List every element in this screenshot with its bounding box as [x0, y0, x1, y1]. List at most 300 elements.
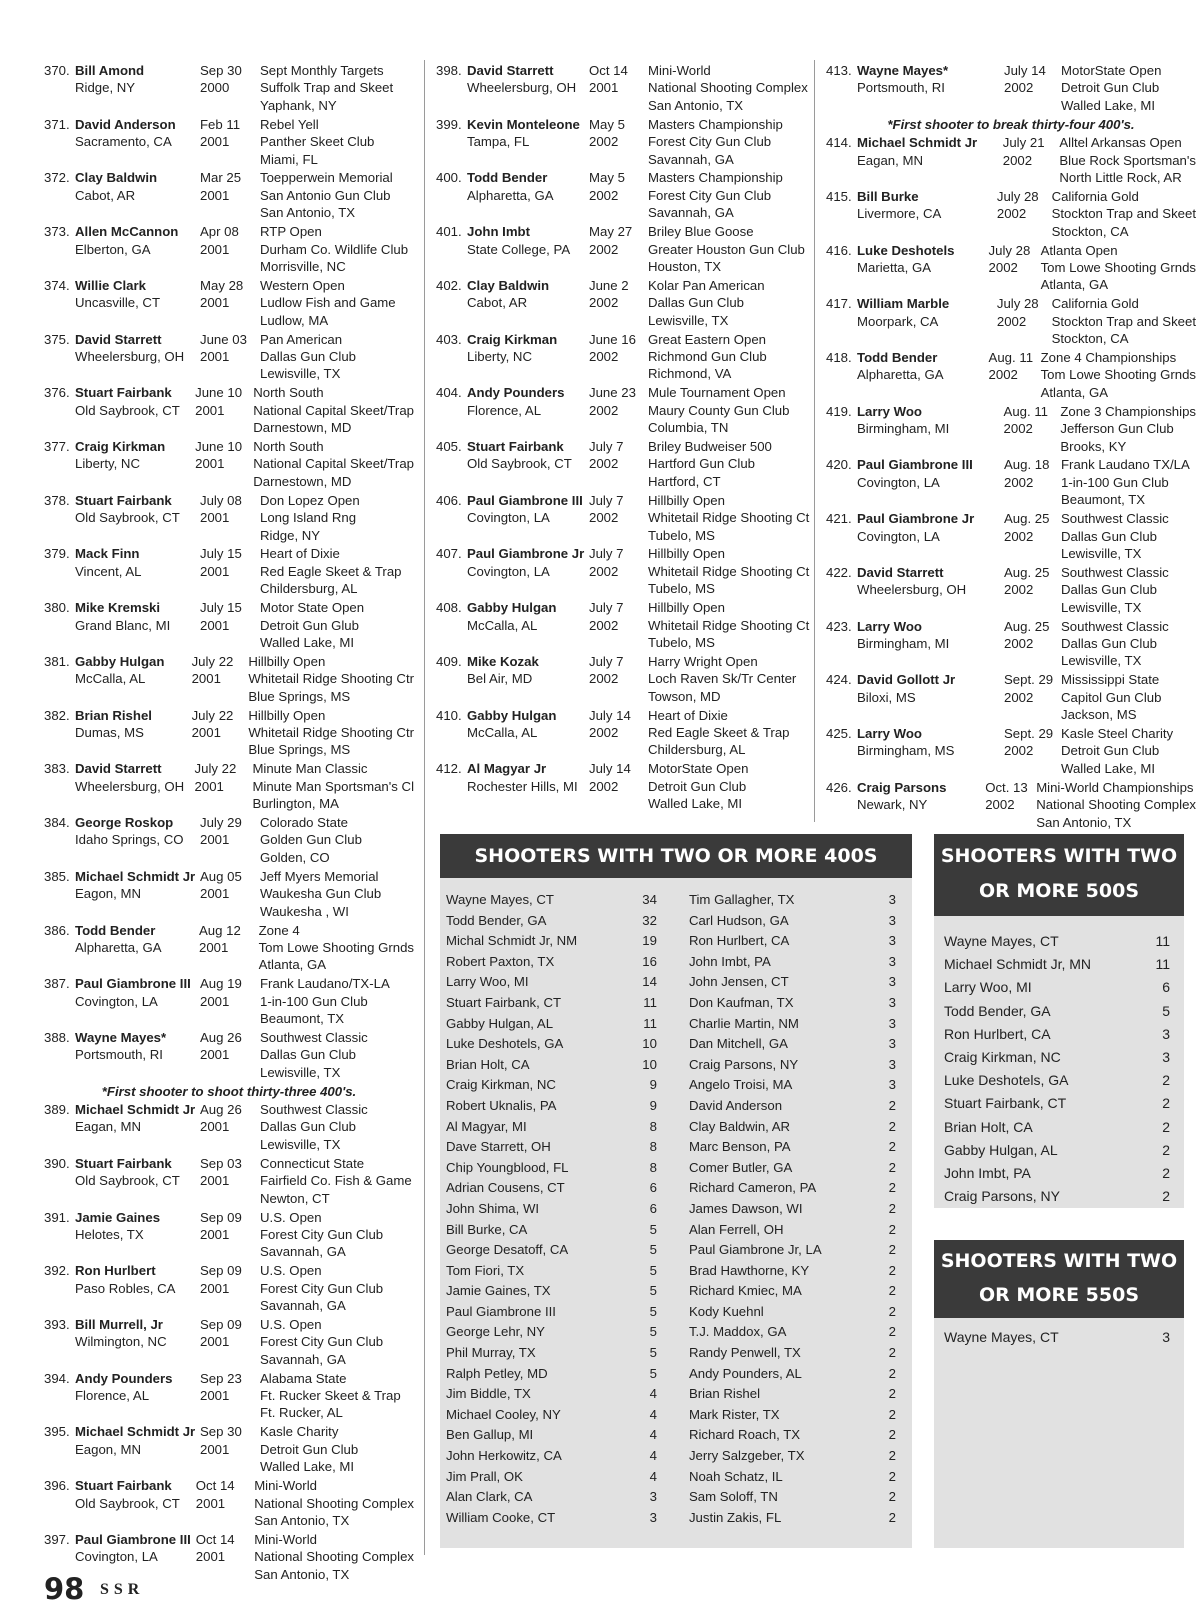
shooter-count-row	[689, 1384, 896, 1405]
record-event	[260, 1209, 383, 1261]
record-event-line: National Capital Skeet/Trap	[253, 456, 414, 472]
shooter-name: Noah Schatz, IL	[688, 1468, 783, 1484]
box-550-list	[934, 1318, 1184, 1349]
shooter-name: Luke Deshotels, GA	[446, 1036, 564, 1052]
record-entry	[44, 1370, 414, 1422]
record-date-day: Aug 19	[200, 976, 242, 992]
record-entry	[436, 62, 814, 114]
record-entry	[44, 868, 414, 920]
record-event-line: National Capital Skeet/Trap	[253, 402, 414, 418]
shooter-hometown: Eagon, MN	[75, 886, 141, 902]
record-shooter	[436, 438, 589, 490]
shooter-count: 2	[888, 1489, 896, 1505]
record-event-line: Connecticut State	[260, 1155, 365, 1171]
record-number: 373.	[44, 224, 70, 240]
shooter-count: 34	[642, 892, 657, 907]
record-shooter	[436, 760, 589, 812]
record-shooter	[44, 62, 200, 114]
record-date	[589, 223, 648, 275]
record-event-line: Whitetail Ridge Shooting Ctr	[248, 671, 414, 687]
shooter-hometown: Florence, AL	[467, 402, 542, 418]
record-shooter	[436, 223, 589, 275]
record-date	[589, 760, 648, 812]
record-date	[200, 331, 260, 383]
shooter-hometown: Rochester Hills, MI	[467, 778, 578, 794]
record-number: 386.	[44, 922, 70, 938]
shooter-count: 3	[1162, 1025, 1170, 1042]
record-event-line: Whitetail Ridge Shooting Ct	[648, 617, 810, 633]
record-event-line: Blue Rock Sportsman's	[1059, 152, 1196, 168]
record-date-year: 2002	[988, 259, 1018, 275]
record-shooter	[44, 1423, 200, 1475]
shooter-count: 9	[649, 1097, 657, 1113]
record-number: 372.	[44, 170, 70, 186]
record-event-line: Brooks, KY	[1060, 438, 1127, 454]
record-date-year: 2001	[200, 1334, 230, 1350]
record-event	[253, 384, 414, 436]
record-date	[200, 1423, 260, 1475]
shooter-count: 3	[888, 1056, 896, 1072]
record-event-line: Maury County Gun Club	[648, 402, 790, 418]
shooter-hometown: Newark, NY	[857, 797, 928, 813]
shooter-name: Craig Kirkman, NC	[446, 1077, 556, 1093]
record-number: 380.	[44, 600, 70, 616]
shooter-name: Luke Deshotels	[857, 242, 955, 258]
record-date-day: Aug. 11	[1003, 403, 1049, 419]
shooter-count: 11	[643, 1015, 657, 1031]
record-date-year: 2002	[1004, 528, 1034, 544]
shooter-name: Gabby Hulgan, AL	[446, 1015, 554, 1031]
record-shooter	[826, 725, 1004, 777]
shooter-count-row	[446, 1384, 657, 1405]
record-shooter	[44, 707, 192, 759]
shooter-count-row	[446, 1322, 657, 1343]
shooter-name: Brian Holt, CA	[944, 1118, 1033, 1135]
record-date	[589, 438, 648, 490]
shooter-hometown: Covington, LA	[75, 993, 158, 1009]
record-number: 374.	[44, 277, 70, 293]
record-date	[589, 62, 648, 114]
record-date-day: Sep 03	[200, 1155, 242, 1171]
record-event-line: Don Lopez Open	[260, 492, 360, 508]
shooter-count: 8	[649, 1139, 657, 1155]
record-number: 385.	[44, 868, 70, 884]
shooter-count: 11	[643, 994, 657, 1010]
record-shooter	[44, 975, 200, 1027]
record-event-line: Dallas Gun Club	[260, 1119, 357, 1135]
shooter-name: Michael Schmidt Jr	[75, 1424, 196, 1440]
record-event-line: Hillbilly Open	[248, 707, 326, 723]
record-date-day: July 21	[1002, 135, 1045, 151]
record-event-line: Dallas Gun Club	[1061, 582, 1158, 598]
shooter-count: 2	[888, 1468, 896, 1484]
shooter-name: Andy Pounders	[75, 1370, 173, 1386]
record-event-line: 1-in-100 Gun Club	[1061, 474, 1169, 490]
shooter-name: David Starrett	[467, 63, 554, 78]
shooter-name: Michal Schmidt Jr, NM	[446, 933, 578, 949]
record-event	[648, 492, 809, 544]
record-number: 391.	[44, 1209, 70, 1225]
record-event	[260, 1155, 412, 1207]
shooter-name: Stuart Fairbank	[75, 1478, 172, 1494]
shooter-name: Larry Woo	[857, 618, 922, 634]
record-date-day: Oct. 13	[985, 779, 1028, 795]
shooter-hometown: McCalla, AL	[467, 725, 538, 741]
shooter-name: Ron Hurlbert	[75, 1263, 156, 1279]
record-event-line: Mule Tournament Open	[648, 385, 786, 401]
shooter-count-row	[689, 931, 896, 952]
record-shooter	[826, 403, 1004, 455]
box-550-title	[934, 1240, 1184, 1318]
record-entry	[44, 1029, 414, 1081]
shooter-hometown: Old Saybrook, CT	[75, 510, 180, 526]
shooter-count-row	[446, 1425, 657, 1446]
record-event	[1061, 510, 1169, 562]
record-date-day: May 5	[589, 116, 625, 132]
shooter-name: Willie Clark	[75, 277, 146, 293]
record-date-day: Aug. 25	[1004, 564, 1050, 580]
shooter-count: 5	[649, 1324, 657, 1340]
shooter-count: 4	[649, 1406, 657, 1422]
record-shooter	[44, 545, 200, 597]
record-entry	[44, 277, 414, 329]
record-event-line: Ft. Rucker Skeet & Trap	[260, 1388, 401, 1404]
record-event-line: Towson, MD	[648, 688, 721, 704]
record-event-line: Detroit Gun Club	[1061, 80, 1160, 96]
shooter-hometown: Grand Blanc, MI	[75, 617, 171, 633]
box-500-title-line1: SHOOTERS WITH TWO	[940, 845, 1178, 867]
record-entry	[436, 760, 814, 812]
record-entry	[44, 1477, 414, 1529]
record-shooter	[436, 599, 589, 651]
record-shooter	[44, 653, 192, 705]
record-event-line: San Antonio, TX	[648, 97, 744, 113]
record-entry	[436, 707, 814, 759]
record-number: 384.	[44, 815, 70, 831]
record-event-line: Beaumont, TX	[1061, 492, 1146, 508]
shooter-name: Brian Rishel	[75, 707, 152, 723]
record-entry	[826, 62, 1196, 114]
shooter-hometown: Elberton, GA	[75, 241, 151, 257]
record-date-year: 2001	[200, 1047, 230, 1063]
shooter-hometown: Bel Air, MD	[467, 671, 533, 687]
shooter-count: 2	[888, 1180, 896, 1196]
shooter-name: Allen McCannon	[75, 224, 179, 240]
record-date-day: May 27	[589, 224, 633, 240]
record-entry	[826, 564, 1196, 616]
shooter-count-row	[446, 1014, 657, 1035]
shooter-count: 2	[888, 1200, 896, 1216]
record-entry	[44, 169, 414, 221]
record-entry	[826, 295, 1196, 347]
shooter-count: 3	[1162, 1049, 1170, 1066]
record-event-line: Darnestown, MD	[253, 420, 352, 436]
records-column-3	[826, 62, 1196, 832]
shooter-hometown: Eagan, MN	[857, 152, 923, 168]
record-event-line: Dallas Gun Club	[648, 295, 745, 311]
record-date-year: 2002	[589, 349, 619, 364]
record-entry	[44, 1209, 414, 1261]
record-event-line: Toepperwein Memorial	[260, 170, 393, 186]
shooter-name: Paul Giambrone Jr	[857, 511, 975, 527]
record-event-line: Capitol Gun Club	[1061, 689, 1162, 705]
record-date-year: 2002	[1002, 152, 1033, 168]
record-date-day: Aug 12	[198, 922, 241, 938]
shooter-name: Craig Parsons, NY	[944, 1188, 1060, 1205]
shooter-count-row	[944, 1162, 1170, 1185]
record-date-day: July 28	[988, 242, 1031, 258]
record-event-line: San Antonio, TX	[260, 205, 356, 221]
record-date-year: 2002	[1004, 582, 1034, 598]
record-date	[589, 277, 648, 329]
shooter-name: George Lehr, NY	[446, 1324, 545, 1340]
shooter-count-row	[689, 1117, 896, 1138]
shooter-hometown: Cabot, AR	[467, 295, 528, 311]
shooter-name: Michael Schmidt Jr, MN	[944, 956, 1092, 973]
shooter-count-row	[689, 1364, 896, 1385]
record-date	[200, 1101, 260, 1153]
records-column-1	[44, 62, 414, 1585]
record-date-day: July 15	[200, 600, 242, 616]
record-shooter	[44, 1262, 200, 1314]
record-date-year: 2001	[200, 241, 230, 257]
record-event-line: Savannah, GA	[648, 205, 734, 221]
record-number: 415.	[826, 188, 852, 204]
shooter-name: Bill Burke	[857, 188, 919, 204]
box-400-left-list	[446, 890, 679, 1528]
record-event-line: Long Island Rng	[260, 510, 357, 526]
record-date-day: July 14	[589, 761, 631, 777]
record-event-line: Stockton, CA	[1051, 223, 1129, 239]
shooter-count: 6	[1162, 979, 1170, 996]
record-entry	[436, 116, 814, 168]
record-date-year: 2002	[1004, 474, 1034, 490]
record-shooter	[436, 331, 589, 383]
shooter-hometown: Moorpark, CA	[857, 313, 939, 329]
record-date-day: June 23	[589, 385, 636, 401]
record-number: 402.	[436, 277, 462, 293]
record-date-day: Aug. 11	[988, 350, 1034, 365]
record-shooter	[826, 349, 989, 401]
record-event-line: Stockton Trap and Skeet	[1051, 206, 1196, 222]
record-event	[648, 707, 789, 759]
record-shooter	[436, 492, 589, 544]
shooter-hometown: Livermore, CA	[857, 206, 942, 222]
shooter-count: 8	[649, 1118, 657, 1134]
shooter-count: 3	[888, 1036, 896, 1052]
record-event-line: Atlanta Open	[1040, 242, 1118, 258]
record-event	[1061, 725, 1173, 777]
record-event	[1061, 618, 1169, 670]
record-date-day: July 7	[589, 600, 624, 616]
shooter-name: Tim Gallagher, TX	[688, 892, 795, 907]
record-event-line: Walled Lake, MI	[260, 635, 355, 650]
shooter-count-row	[689, 1508, 896, 1529]
shooter-name: Larry Woo, MI	[944, 979, 1032, 996]
record-event-line: Southwest Classic	[260, 1102, 368, 1118]
record-event-line: Minute Man Sportsman's Cl	[252, 778, 414, 794]
shooter-count: 2	[888, 1509, 896, 1525]
record-event-line: Atlanta, GA	[1040, 277, 1109, 293]
shooter-hometown: Alpharetta, GA	[467, 187, 554, 203]
record-date	[589, 169, 648, 221]
box-500-list	[934, 916, 1184, 1208]
record-event-line: Hillbilly Open	[248, 653, 326, 669]
record-event-line: North South	[253, 385, 324, 401]
record-event-line: California Gold	[1051, 296, 1139, 312]
shooter-name: Todd Bender	[467, 170, 548, 186]
record-event-line: Kolar Pan American	[648, 277, 765, 293]
shooter-count-row	[689, 1034, 896, 1055]
shooter-name: Jerry Salzgeber, TX	[688, 1448, 805, 1464]
two-or-more-400s-box	[440, 834, 912, 1548]
shooter-count: 10	[642, 1056, 657, 1072]
record-event-line: Yaphank, NY	[260, 97, 337, 113]
record-date	[1004, 725, 1061, 777]
shooter-count-row	[689, 972, 896, 993]
shooter-name: David Starrett	[75, 761, 162, 777]
shooter-count: 2	[888, 1159, 896, 1175]
record-event-line: North Little Rock, AR	[1059, 169, 1182, 185]
record-event-line: Atlanta, GA	[1040, 384, 1109, 400]
record-event	[260, 62, 393, 114]
shooter-name: Gabby Hulgan, AL	[944, 1141, 1058, 1158]
record-event-line: San Antonio, TX	[1036, 814, 1132, 830]
record-number: 405.	[436, 439, 462, 455]
record-date	[997, 295, 1052, 347]
shooter-name: Ron Hurlbert, CA	[944, 1025, 1051, 1042]
shooter-count-row	[689, 1425, 896, 1446]
shooter-count-row	[944, 1326, 1170, 1349]
shooter-name: Richard Kmiec, MA	[688, 1283, 802, 1299]
record-event-line: Mini-World	[254, 1478, 317, 1494]
shooter-name: Paul Giambrone III	[446, 1303, 556, 1319]
record-event-line: Ludlow, MA	[260, 312, 329, 328]
record-event-line: Mississippi State	[1061, 672, 1160, 688]
record-date-year: 2002	[1004, 636, 1034, 651]
record-event-line: Western Open	[260, 277, 345, 293]
shooter-hometown: Eagon, MN	[75, 1441, 141, 1457]
shooter-name: George Roskop	[75, 815, 174, 831]
shooter-name: Stuart Fairbank, CT	[446, 994, 562, 1010]
shooter-name: Ben Gallup, MI	[446, 1427, 534, 1443]
record-date	[200, 975, 260, 1027]
record-entry	[44, 814, 414, 866]
record-event-line: Columbia, TN	[648, 420, 729, 436]
shooter-name: Bill Burke, CA	[446, 1221, 528, 1237]
shooter-count: 3	[649, 1489, 657, 1505]
shooter-count-row	[689, 911, 896, 932]
shooter-name: Robert Uknalis, PA	[446, 1097, 557, 1113]
record-event-line: Kasle Steel Charity	[1061, 726, 1174, 742]
record-number: 371.	[44, 116, 70, 132]
record-event-line: Colorado State	[260, 815, 348, 831]
record-date-day: July 22	[191, 707, 234, 723]
shooter-name: Dan Mitchell, GA	[688, 1036, 788, 1052]
box-500-title-line2: OR MORE 500S	[978, 880, 1140, 902]
shooter-count: 5	[649, 1303, 657, 1319]
shooter-name: Craig Parsons, NY	[688, 1056, 799, 1072]
shooter-count-row	[446, 931, 657, 952]
shooter-count-row	[689, 1281, 896, 1302]
record-date-day: July 22	[194, 761, 237, 777]
shooter-count-row	[944, 1092, 1170, 1115]
record-number: 394.	[44, 1370, 70, 1386]
shooter-hometown: McCalla, AL	[467, 617, 538, 633]
record-event	[648, 384, 789, 436]
record-number: 406.	[436, 492, 462, 508]
shooter-name: David Starrett	[857, 564, 944, 580]
record-event-line: Morrisville, NC	[260, 258, 346, 274]
record-event-line: Richmond Gun Club	[648, 349, 767, 364]
record-number: 418.	[826, 350, 852, 365]
record-date-day: July 7	[589, 546, 624, 562]
shooter-name: Michael Schmidt Jr	[75, 868, 196, 884]
record-event-line: Masters Championship	[648, 170, 783, 186]
record-footnote: *First shooter to break thirty-four 400's.	[887, 116, 1135, 132]
shooter-hometown: Alpharetta, GA	[75, 939, 162, 955]
shooter-name: Todd Bender, GA	[944, 1002, 1051, 1019]
record-number: 383.	[44, 761, 70, 777]
shooter-name: Clay Baldwin	[75, 170, 158, 186]
shooter-count-row	[689, 1302, 896, 1323]
record-event	[1059, 134, 1196, 186]
shooter-name: Comer Butler, GA	[688, 1159, 793, 1175]
record-date-day: Oct 14	[195, 1531, 235, 1547]
record-entry	[44, 653, 414, 705]
record-event	[260, 1423, 358, 1475]
shooter-count-row	[944, 1023, 1170, 1046]
record-shooter	[44, 438, 195, 490]
record-event-line: Panther Skeet Club	[260, 134, 375, 150]
record-event	[1052, 188, 1196, 240]
record-event-line: Stockton, CA	[1051, 331, 1129, 347]
record-date-year: 2001	[195, 1495, 226, 1511]
record-date-year: 2001	[200, 1441, 230, 1457]
shooter-count-row	[689, 890, 896, 911]
record-event-line: Red Eagle Skeet & Trap	[260, 563, 402, 579]
record-date-year: 2002	[1004, 80, 1034, 96]
record-event	[252, 760, 414, 812]
shooter-count-row	[689, 1240, 896, 1261]
record-date-year: 2001	[200, 1388, 230, 1404]
record-shooter	[44, 384, 195, 436]
record-shooter	[436, 116, 589, 168]
shooter-count-row	[944, 930, 1170, 953]
record-date	[589, 599, 648, 651]
record-date-year: 2001	[200, 563, 230, 579]
record-event-line: Waukesha Gun Club	[260, 886, 382, 902]
shooter-hometown: Vincent, AL	[75, 563, 142, 579]
record-entry	[44, 331, 414, 383]
record-event-line: Kasle Charity	[260, 1424, 339, 1440]
record-date	[195, 760, 253, 812]
shooter-hometown: Wilmington, NC	[75, 1334, 167, 1350]
shooter-name: Richard Roach, TX	[688, 1427, 801, 1443]
shooter-count: 3	[888, 933, 896, 949]
shooter-count-row	[689, 1467, 896, 1488]
record-date-day: Sep 09	[200, 1209, 242, 1225]
box-400-right-list	[689, 890, 896, 1528]
record-date-day: Aug. 18	[1004, 457, 1050, 473]
record-event	[1061, 456, 1190, 508]
shooter-hometown: Covington, LA	[467, 563, 550, 579]
record-date-year: 2001	[200, 886, 230, 902]
shooter-count: 10	[642, 1036, 657, 1052]
record-shooter	[44, 814, 200, 866]
record-event-line: Hartford, CT	[648, 473, 721, 489]
record-event	[260, 868, 381, 920]
